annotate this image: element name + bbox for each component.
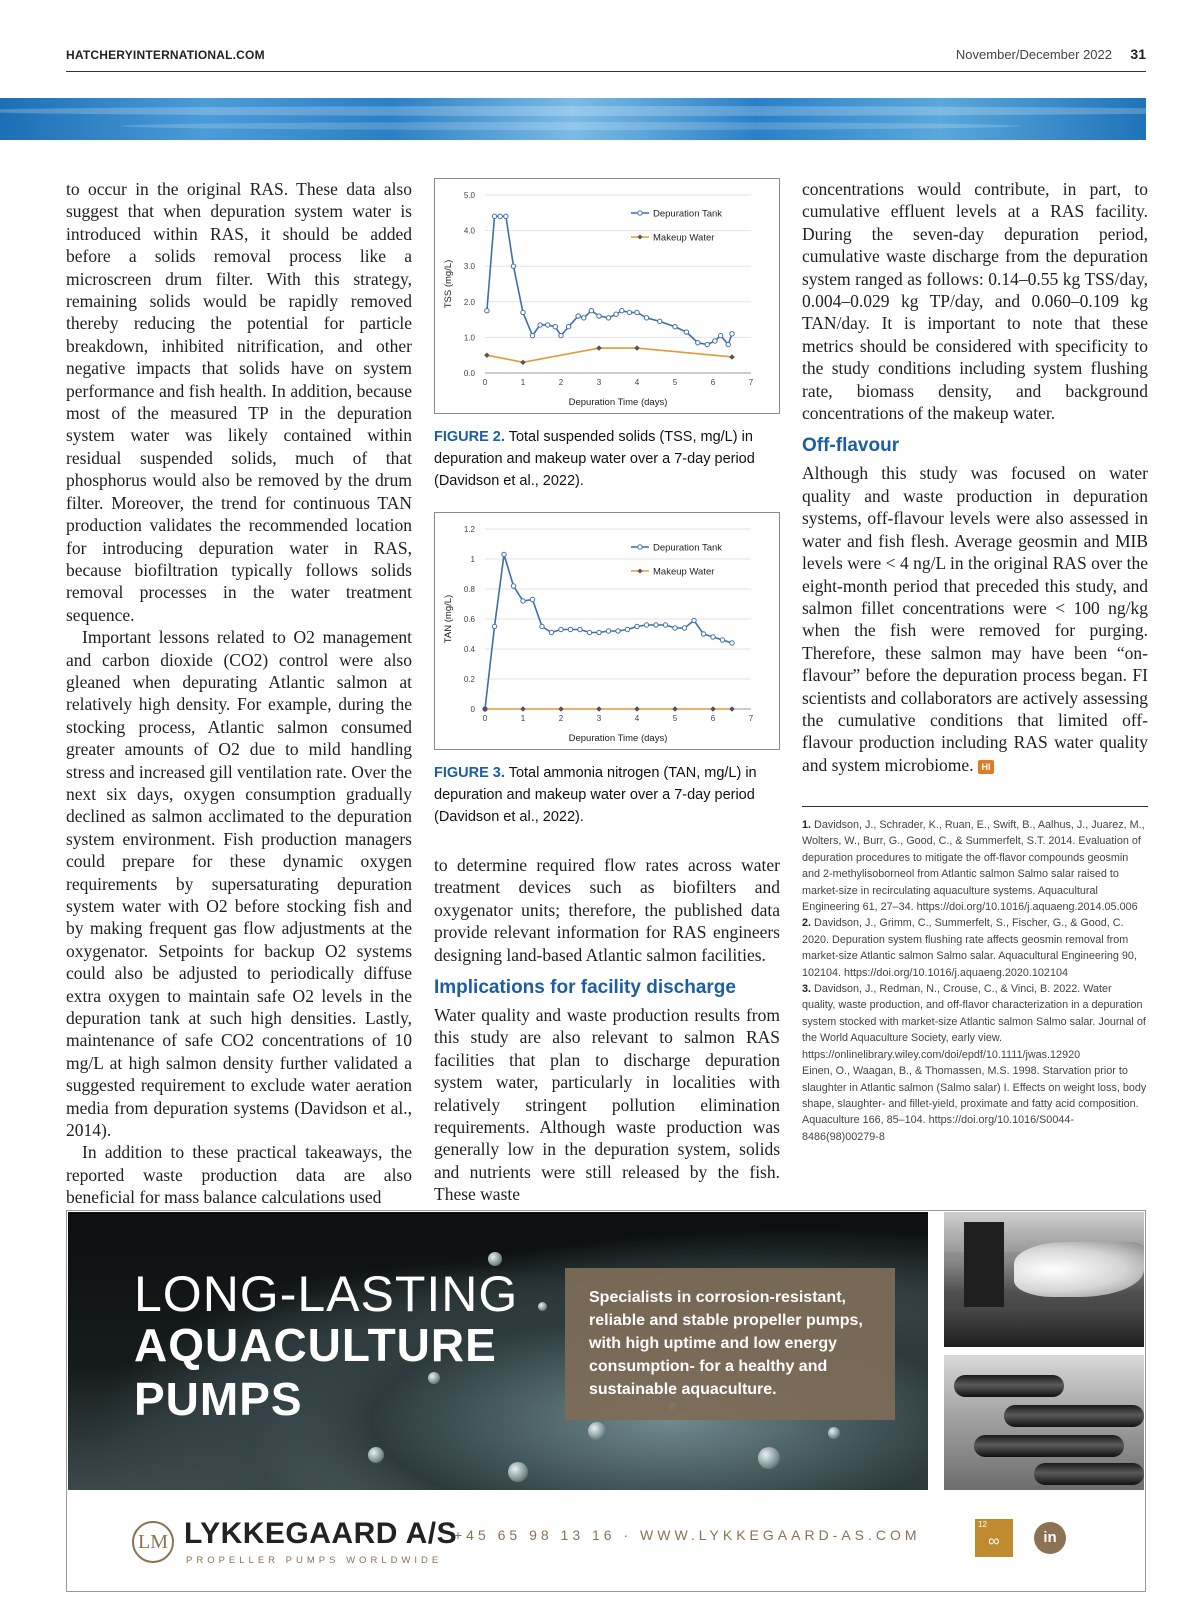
data-point <box>684 330 688 334</box>
y-axis-label: TAN (mg/L) <box>443 594 454 644</box>
linkedin-icon[interactable]: in <box>1034 1522 1066 1554</box>
data-point <box>511 264 515 268</box>
y-tick-label: 1.0 <box>463 333 475 343</box>
data-point <box>492 624 496 628</box>
paragraph <box>802 462 1148 776</box>
data-point <box>701 632 705 636</box>
x-tick-label: 1 <box>520 378 526 387</box>
sdg-badge-icon: 12 ∞ <box>975 1519 1013 1557</box>
data-point <box>504 214 508 218</box>
y-tick-label: 5.0 <box>463 191 475 200</box>
page-number: 31 <box>1130 46 1146 62</box>
paragraph: concentrations would contribute, in part, to cumulative effluent levels at a RAS facility. During the seven-day depuration period, cumulative waste discharge from the depuration system ranged as follows: 0.14–0.55 kg TSS/day, 0.004–0.029 kg TP/day, and 0.060–0.109 kg TAN/day. It is important to note that these metrics should be considered with specificity to the study conditions including system flushing rate, biomass density, and background concentrations of the makeup water. <box>802 179 1148 424</box>
section-heading: Implications for facility discharge <box>434 977 736 999</box>
x-tick-label: 6 <box>710 714 716 723</box>
column-1 <box>66 178 412 1209</box>
x-tick-label: 7 <box>748 378 754 387</box>
tan-chart-svg <box>435 513 781 751</box>
paragraph: Important lessons related to O2 management and carbon dioxide (CO2) control were also gleaned when depurating Atlantic salmon at relatively high density. For example, during the stocking process, Atlantic salmon consumed greater amounts of O2 due to mild handling stress and increased gill ventilation rate. Over the next six days, oxygen consumption gradually declined as salmon acclimated to the depuration system environment. Fish production managers could prepare for these dynamic oxygen requirements by supersaturating depuration system water with O2 before stocking fish and by making frequent gas flow adjustments at the oxygenator. Setpoints for backup O2 systems could also be adjusted to periodically diffuse extra oxygen to maintain safe O2 levels in the depuration tank at such high densities. Lastly, maintenance of safe CO2 concentrations of 10 mg/L at high salmon density further validated a suggested requirement to exclude water aeration media from depuration systems (Davidson et al., 2014). <box>66 627 412 1141</box>
data-point <box>568 627 572 631</box>
data-point <box>553 325 557 329</box>
plot-area <box>485 195 751 373</box>
y-tick-label: 1 <box>470 555 475 564</box>
data-point <box>582 316 586 320</box>
company-tagline: PROPELLER PUMPS WORLDWIDE <box>186 1555 443 1566</box>
x-tick-label: 4 <box>634 378 640 387</box>
caption-text: Total ammonia nitrogen (TAN, mg/L) in depuration and makeup water over a 7-day period (Davidson et al., 2022). <box>434 765 757 825</box>
y-tick-label: 0.8 <box>463 585 475 594</box>
data-point <box>578 627 582 631</box>
y-tick-label: 0.0 <box>463 369 475 378</box>
section-heading: Off-flavour <box>802 435 900 457</box>
pump-outflow-photo <box>944 1212 1144 1347</box>
y-axis-label: TSS (mg/L) <box>443 259 454 309</box>
company-name: LYKKEGAARD A/S <box>184 1517 458 1550</box>
x-tick-label: 1 <box>520 714 526 723</box>
data-point <box>559 333 563 337</box>
ad-headline-light: LONG-LASTING <box>134 1266 519 1322</box>
references <box>802 806 1148 1145</box>
data-point <box>654 623 658 627</box>
ad-headline-bold: AQUACULTURE <box>134 1319 497 1371</box>
data-point <box>606 629 610 633</box>
legend-label: Makeup Water <box>653 232 715 244</box>
data-point <box>730 641 734 645</box>
data-point <box>616 629 620 633</box>
reference-item: 2. Davidson, J., Grimm, C., Summerfelt, S., Fischer, G., & Good, C. 2020. Depuration system flushing rate affects geosmin removal from market-size Atlantic salmon Salmo salar. Aquacultural Engineering 90, 102104. https://doi.org/10.1016/j.aquaeng.2020.102104 <box>802 917 1137 979</box>
data-point <box>692 618 696 622</box>
data-point <box>673 325 677 329</box>
data-point <box>718 333 722 337</box>
figure-label: FIGURE 2. <box>434 429 505 445</box>
y-tick-label: 0.6 <box>463 615 475 624</box>
data-point <box>711 635 715 639</box>
paragraph-text: Although this study was focused on water quality and waste production in depuration systems, off-flavour levels were also assessed in water and fish flesh. Average geosmin and MIB levels were < 4 ng/L in the original RAS over the eight-month period that preceded this study, and salmon fillet concentrations were < 100 ng/kg when the fish were removed for purging. Therefore, these salmon may have been “on-flavour” before the depuration process began. FI scientists and collaborators are actively assessing the cumulative conditions that limited off-flavour production including RAS water quality and system microbiome. <box>802 463 1148 775</box>
y-tick-label: 0 <box>470 705 475 714</box>
data-point <box>644 316 648 320</box>
x-tick-label: 0 <box>482 714 488 723</box>
lykkegaard-logo-icon: LM <box>132 1521 174 1563</box>
legend-marker <box>638 545 642 549</box>
data-point <box>682 626 686 630</box>
data-point <box>673 626 677 630</box>
figure-3-chart <box>434 512 780 750</box>
reference-item: 3. Davidson, J., Redman, N., Crouse, C., & Vinci, B. 2022. Water quality, waste production, and off-flavor characterization in a depuration system stocked with market-size Atlantic salmon Salmo salar. Journal of the World Aquaculture Society, early view. https://onlinelibrary.wiley.com/doi/epdf/10.1111/jwas.12920 <box>802 983 1146 1061</box>
data-point <box>597 630 601 634</box>
figure-label: FIGURE 3. <box>434 765 505 781</box>
y-tick-label: 2.0 <box>463 297 475 307</box>
pumps-row-photo <box>944 1355 1144 1490</box>
paragraph: In addition to these practical takeaways, the reported waste production data are also beneficial for mass balance calculations used <box>66 1142 412 1208</box>
data-point <box>492 214 496 218</box>
data-point <box>587 630 591 634</box>
data-point <box>713 339 717 343</box>
ad-water-photo <box>68 1212 928 1490</box>
data-point <box>620 309 624 313</box>
ad-description: Specialists in corrosion-resistant, reliable and stable propeller pumps, with high uptime and low energy consumption- for a healthy and sustainable aquaculture. <box>565 1268 895 1420</box>
x-axis-label: Depuration Time (days) <box>568 733 668 744</box>
data-point <box>498 214 502 218</box>
data-point <box>635 624 639 628</box>
x-tick-label: 5 <box>672 378 678 387</box>
reference-item: Einen, O., Waagan, B., & Thomassen, M.S. 1998. Starvation prior to slaughter in Atlantic salmon (Salmo salar) I. Effects on weight loss, body shape, slaughter- and fillet-yield, proximate and fatty acid composition. Aquaculture 166, 85–104. https://doi.org/10.1016/S0044-8486(98)00279-8 <box>802 1065 1147 1143</box>
x-tick-label: 2 <box>558 714 564 723</box>
site-name[interactable]: HATCHERYINTERNATIONAL.COM <box>66 48 265 62</box>
figure-2-chart <box>434 178 780 414</box>
data-point <box>658 319 662 323</box>
data-point <box>625 627 629 631</box>
data-point <box>726 342 730 346</box>
x-tick-label: 5 <box>672 714 678 723</box>
issue-date: November/December 2022 <box>955 47 1112 62</box>
ad-footer <box>68 1491 1144 1591</box>
advertisement[interactable] <box>66 1210 1146 1592</box>
figure-2-caption <box>434 426 780 492</box>
x-tick-label: 0 <box>482 378 488 387</box>
x-tick-label: 3 <box>596 714 602 723</box>
data-point <box>530 333 534 337</box>
data-point <box>538 323 542 327</box>
end-mark-icon: HI <box>978 760 994 774</box>
paragraph: to determine required flow rates across water treatment devices such as biofilters and oxygenator units; therefore, the published data provide relevant information for RAS engineers designing land-based Atlantic salmon facilities. <box>434 855 780 965</box>
contact-info[interactable]: +45 65 98 13 16 · WWW.LYKKEGAARD-AS.COM <box>454 1527 921 1543</box>
x-tick-label: 4 <box>634 714 640 723</box>
y-tick-label: 0.2 <box>463 675 475 684</box>
x-tick-label: 7 <box>748 714 754 723</box>
data-point <box>511 584 515 588</box>
ad-headline-bold: PUMPS <box>134 1373 303 1425</box>
legend-label: Makeup Water <box>653 566 715 578</box>
data-point <box>566 325 570 329</box>
y-tick-label: 4.0 <box>463 226 475 236</box>
legend-label: Depuration Tank <box>653 542 723 554</box>
data-point <box>521 310 525 314</box>
y-tick-label: 1.2 <box>463 525 475 534</box>
caption-text: Total suspended solids (TSS, mg/L) in depuration and makeup water over a 7-day period (Davidson et al., 2022). <box>434 429 755 489</box>
column-2 <box>434 854 780 1206</box>
data-point <box>730 332 734 336</box>
legend-label: Depuration Tank <box>653 208 723 220</box>
x-tick-label: 2 <box>558 378 564 387</box>
data-point <box>521 599 525 603</box>
data-point <box>559 627 563 631</box>
data-point <box>635 310 639 314</box>
data-point <box>606 316 610 320</box>
data-point <box>549 630 553 634</box>
data-point <box>589 309 593 313</box>
data-point <box>696 341 700 345</box>
data-point <box>663 623 667 627</box>
column-3 <box>802 178 1148 776</box>
page-header <box>66 46 1146 72</box>
data-point <box>614 312 618 316</box>
data-point <box>485 309 489 313</box>
data-point <box>597 314 601 318</box>
legend-marker <box>638 211 642 215</box>
x-tick-label: 3 <box>596 378 602 387</box>
x-axis-label: Depuration Time (days) <box>568 397 668 408</box>
tss-chart-svg <box>435 179 781 415</box>
data-point <box>576 314 580 318</box>
y-tick-label: 0.4 <box>463 645 475 654</box>
data-point <box>644 623 648 627</box>
data-point <box>530 597 534 601</box>
data-point <box>502 552 506 556</box>
x-tick-label: 6 <box>710 378 716 387</box>
figure-3-caption <box>434 762 780 828</box>
data-point <box>546 323 550 327</box>
data-point <box>627 310 631 314</box>
water-banner <box>0 98 1146 140</box>
paragraph: to occur in the original RAS. These data also suggest that when depuration system water is introduced within RAS, it should be added before a solids removal process like a microscreen drum filter. With this strategy, remaining solids would be rapidly removed thereby reducing the potential for particle breakdown, inhibited nitrification, and other negative impacts that solids have on system performance and fish health. In addition, because most of the measured TP in the depuration system water was likely contained within residual suspended solids, much of that phosphorus would also be removed by the drum filter. Moreover, the trend for continuous TAN production validates the recommended location for introducing depuration water in RAS, because biofiltration typically follows solids removal processes in the water treatment sequence. <box>66 179 412 625</box>
data-point <box>705 342 709 346</box>
paragraph: Water quality and waste production results from this study are also relevant to salmon RAS facilities that plan to discharge depuration system water, particularly in localities with relatively stringent pollution elimination requirements. Although waste production was generally low in the depuration system, solids and nutrients were still released by the fish. These waste <box>434 1005 780 1205</box>
data-point <box>540 624 544 628</box>
reference-item: 1. Davidson, J., Schrader, K., Ruan, E., Swift, B., Aalhus, J., Juarez, M., Wolters, W., Burr, G., Good, C., & Summerfelt, S.T. 2014. Evaluation of depuration procedures to mitigate the off-flavor compounds geosmin and 2-methylisoborneol from Atlantic salmon Salmo salar raised to market-size in recirculating aquaculture systems. Aquacultural Engineering 61, 27–34. https://doi.org/10.1016/j.aquaeng.2014.05.006 <box>802 819 1145 914</box>
y-tick-label: 3.0 <box>463 262 475 272</box>
data-point <box>720 638 724 642</box>
